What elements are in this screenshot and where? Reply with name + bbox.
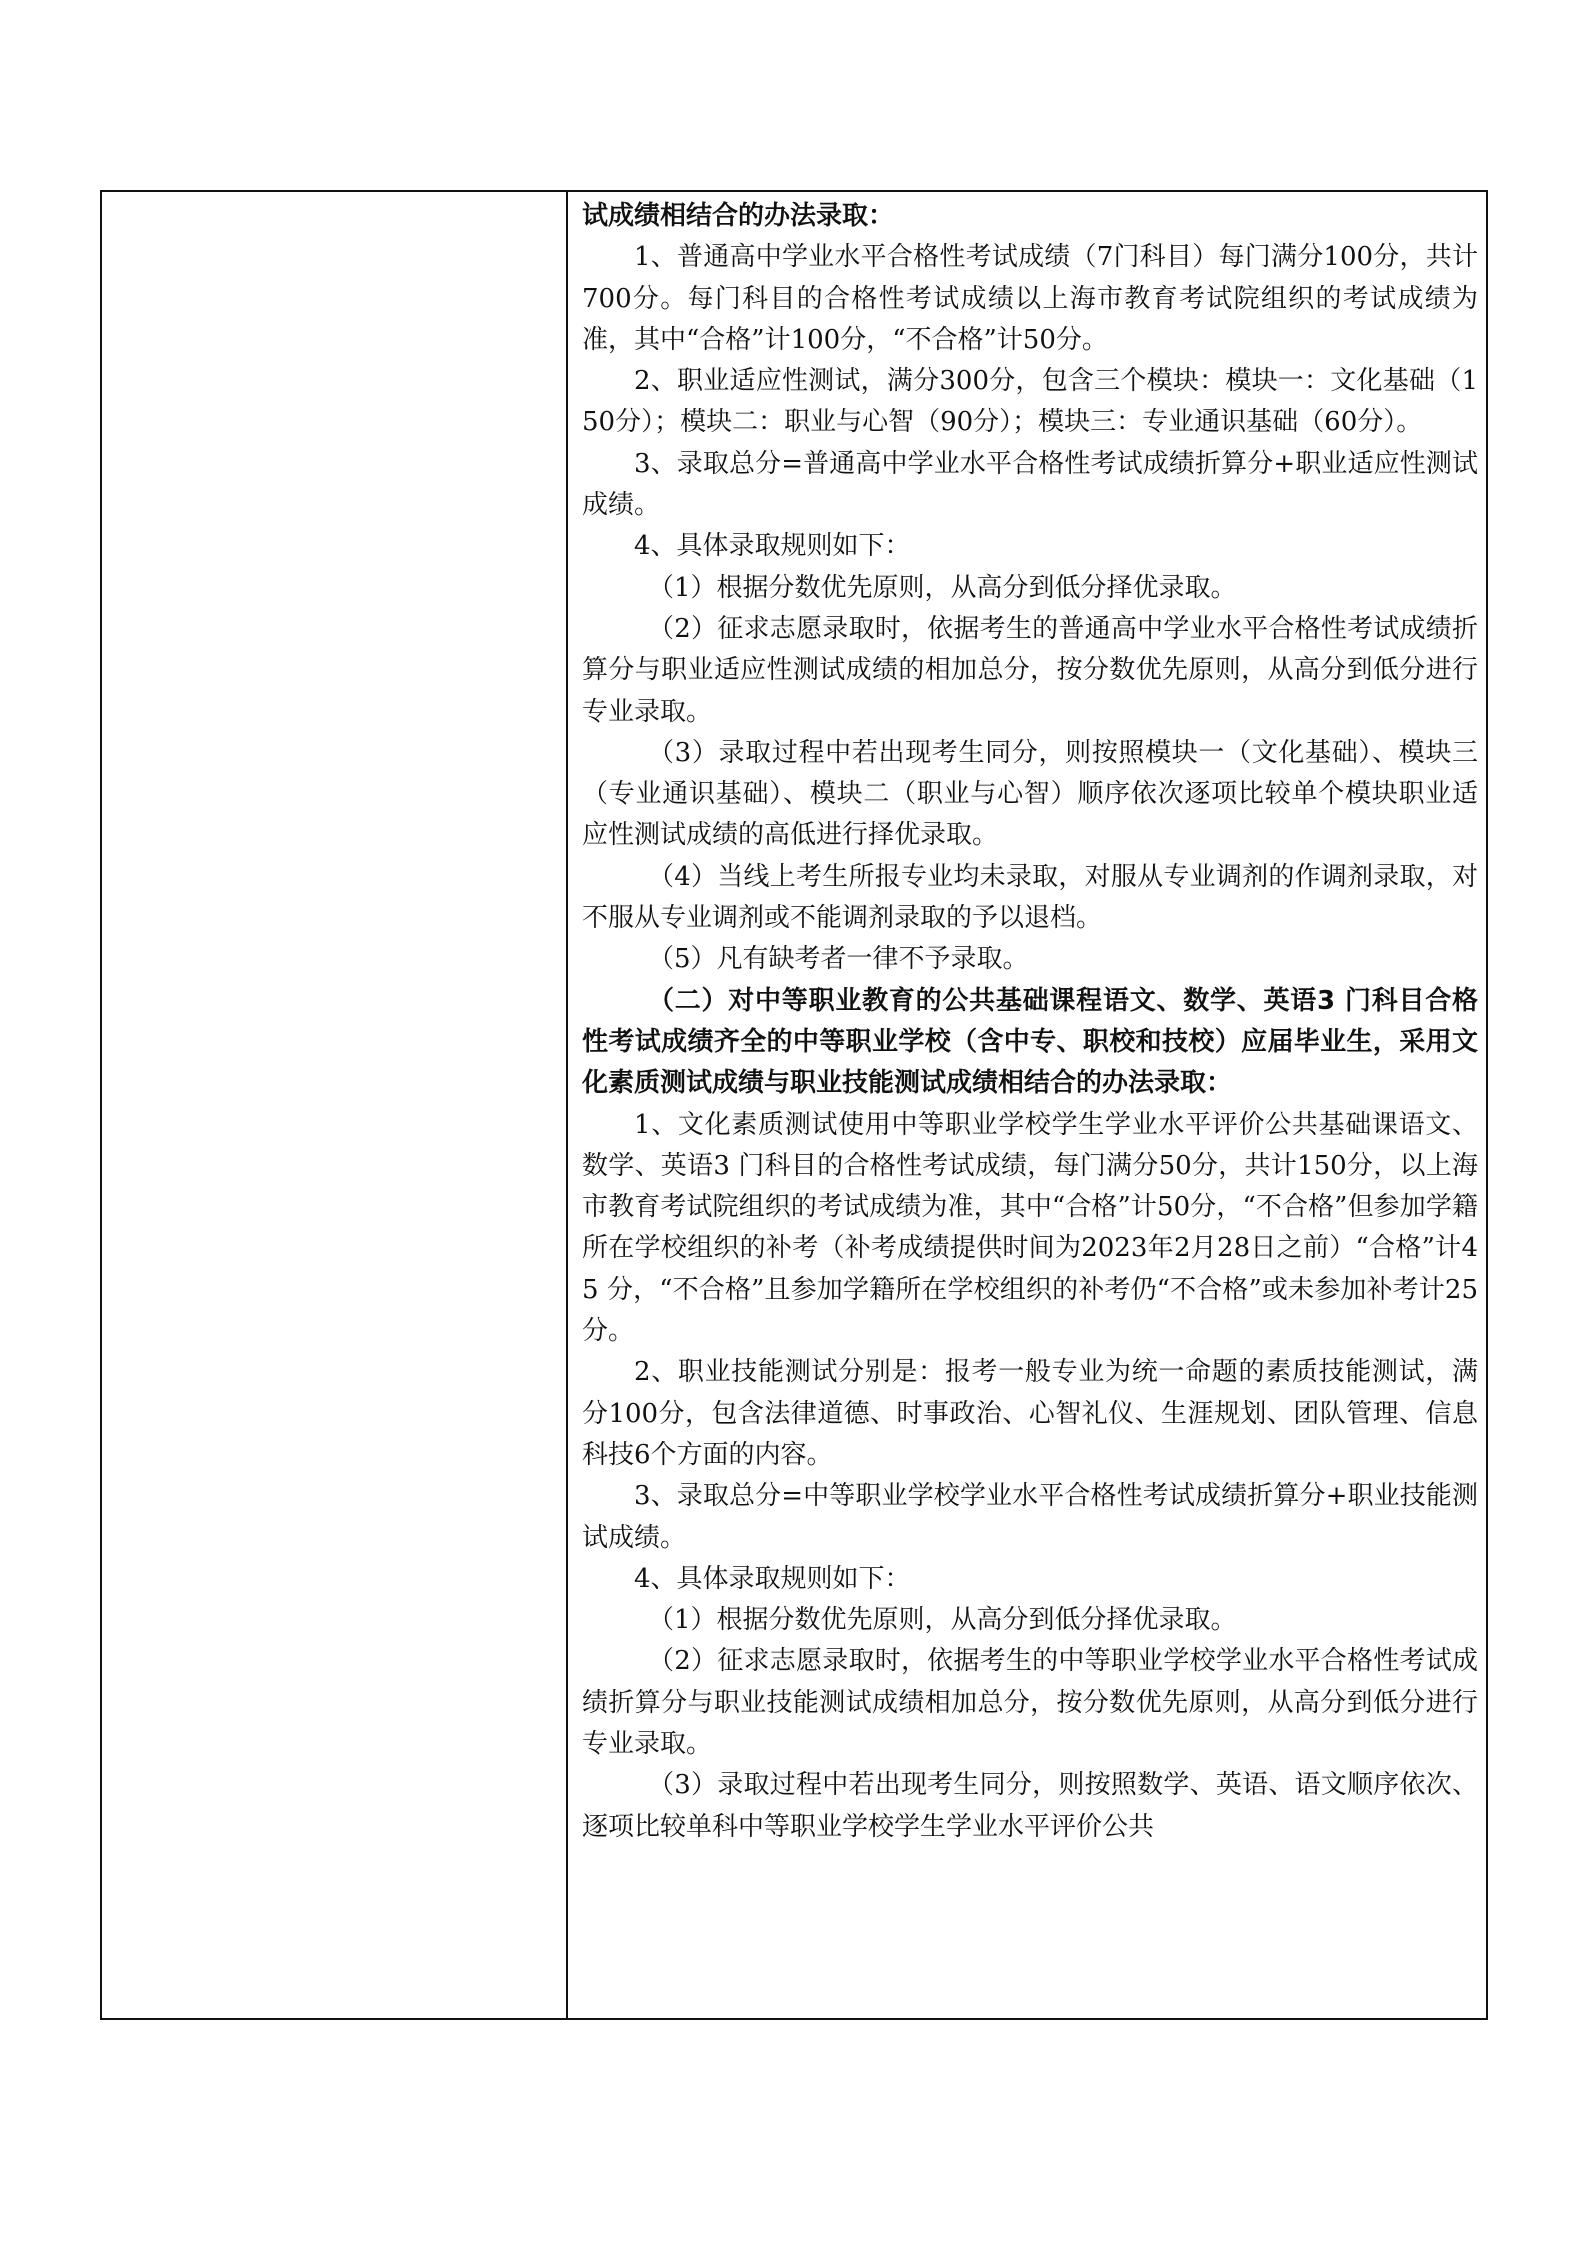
- paragraph: （1）根据分数优先原则，从高分到低分择优录取。: [648, 572, 1237, 603]
- paragraph: 4、具体录取规则如下：: [634, 531, 911, 562]
- paragraph: 4、具体录取规则如下：: [634, 1563, 911, 1594]
- content-table: [100, 190, 1488, 2020]
- paragraph: （3）录取过程中若出现考生同分，则按照数学、英语、语文顺序依次、逐项比较单科中等职业学校学生学业水平评价公共: [582, 1770, 1478, 1842]
- paragraph: （5）凡有缺考者一律不予录取。: [648, 944, 1029, 975]
- paragraph: （2）征求志愿录取时，依据考生的普通高中学业水平合格性考试成绩折算分与职业适应性测试成绩的相加总分，按分数优先原则，从高分到低分进行专业录取。: [582, 613, 1478, 727]
- paragraph: 试成绩相结合的办法录取：: [582, 201, 895, 231]
- paragraph: 1、普通高中学业水平合格性考试成绩（7门科目）每门满分100分，共计700分。每门科目的合格性考试成绩以上海市教育考试院组织的考试成绩为准，其中“合格”计100分，“不合格”计50分。: [582, 242, 1478, 355]
- section-heading: （二）对中等职业教育的公共基础课程语文、数学、英语3 门科目合格性考试成绩齐全的中等职业学校（含中专、职校和技校）应届毕业生，采用文化素质测试成绩与职业技能测试成绩相结合的办法录取：: [582, 985, 1478, 1099]
- paragraph: （1）根据分数优先原则，从高分到低分择优录取。: [648, 1605, 1237, 1636]
- paragraph: 2、职业适应性测试，满分300分，包含三个模块：模块一：文化基础（150分）；模块二：职业与心智（90分）；模块三：专业通识基础（60分）。: [582, 366, 1478, 438]
- paragraph: 1、文化素质测试使用中等职业学校学生学业水平评价公共基础课语文、数学、英语3 门科目的合格性考试成绩，每门满分50分，共计150分，以上海市教育考试院组织的考试成绩为准，其中“合格”计50分，“不合格”但参加学籍所在学校组织的补考（补考成绩提供时间为2023年2月28日之前）“合格”计45 分，“不合格”且参加学籍所在学校组织的补考仍“不合格”或未参加补考计25 分。: [582, 1109, 1478, 1347]
- paragraph: 3、录取总分=普通高中学业水平合格性考试成绩折算分+职业适应性测试成绩。: [582, 448, 1478, 521]
- table-left-cell: [102, 192, 568, 2018]
- paragraph: （4）当线上考生所报专业均未录取，对服从专业调剂的作调剂录取，对不服从专业调剂或不能调剂录取的予以退档。: [582, 861, 1478, 934]
- paragraph: （3）录取过程中若出现考生同分，则按照模块一（文化基础）、模块三（专业通识基础）、模块二（职业与心智）顺序依次逐项比较单个模块职业适应性测试成绩的高低进行择优录取。: [582, 737, 1478, 851]
- paragraph: （2）征求志愿录取时，依据考生的中等职业学校学业水平合格性考试成绩折算分与职业技能测试成绩相加总分，按分数优先原则，从高分到低分进行专业录取。: [582, 1646, 1478, 1759]
- table-right-cell: [568, 192, 1488, 2018]
- paragraph: 2、职业技能测试分别是：报考一般专业为统一命题的素质技能测试，满分100分，包含法律道德、时事政治、心智礼仪、生涯规划、团队管理、信息科技6个方面的内容。: [582, 1357, 1478, 1470]
- paragraph: 3、录取总分=中等职业学校学业水平合格性考试成绩折算分+职业技能测试成绩。: [582, 1481, 1478, 1553]
